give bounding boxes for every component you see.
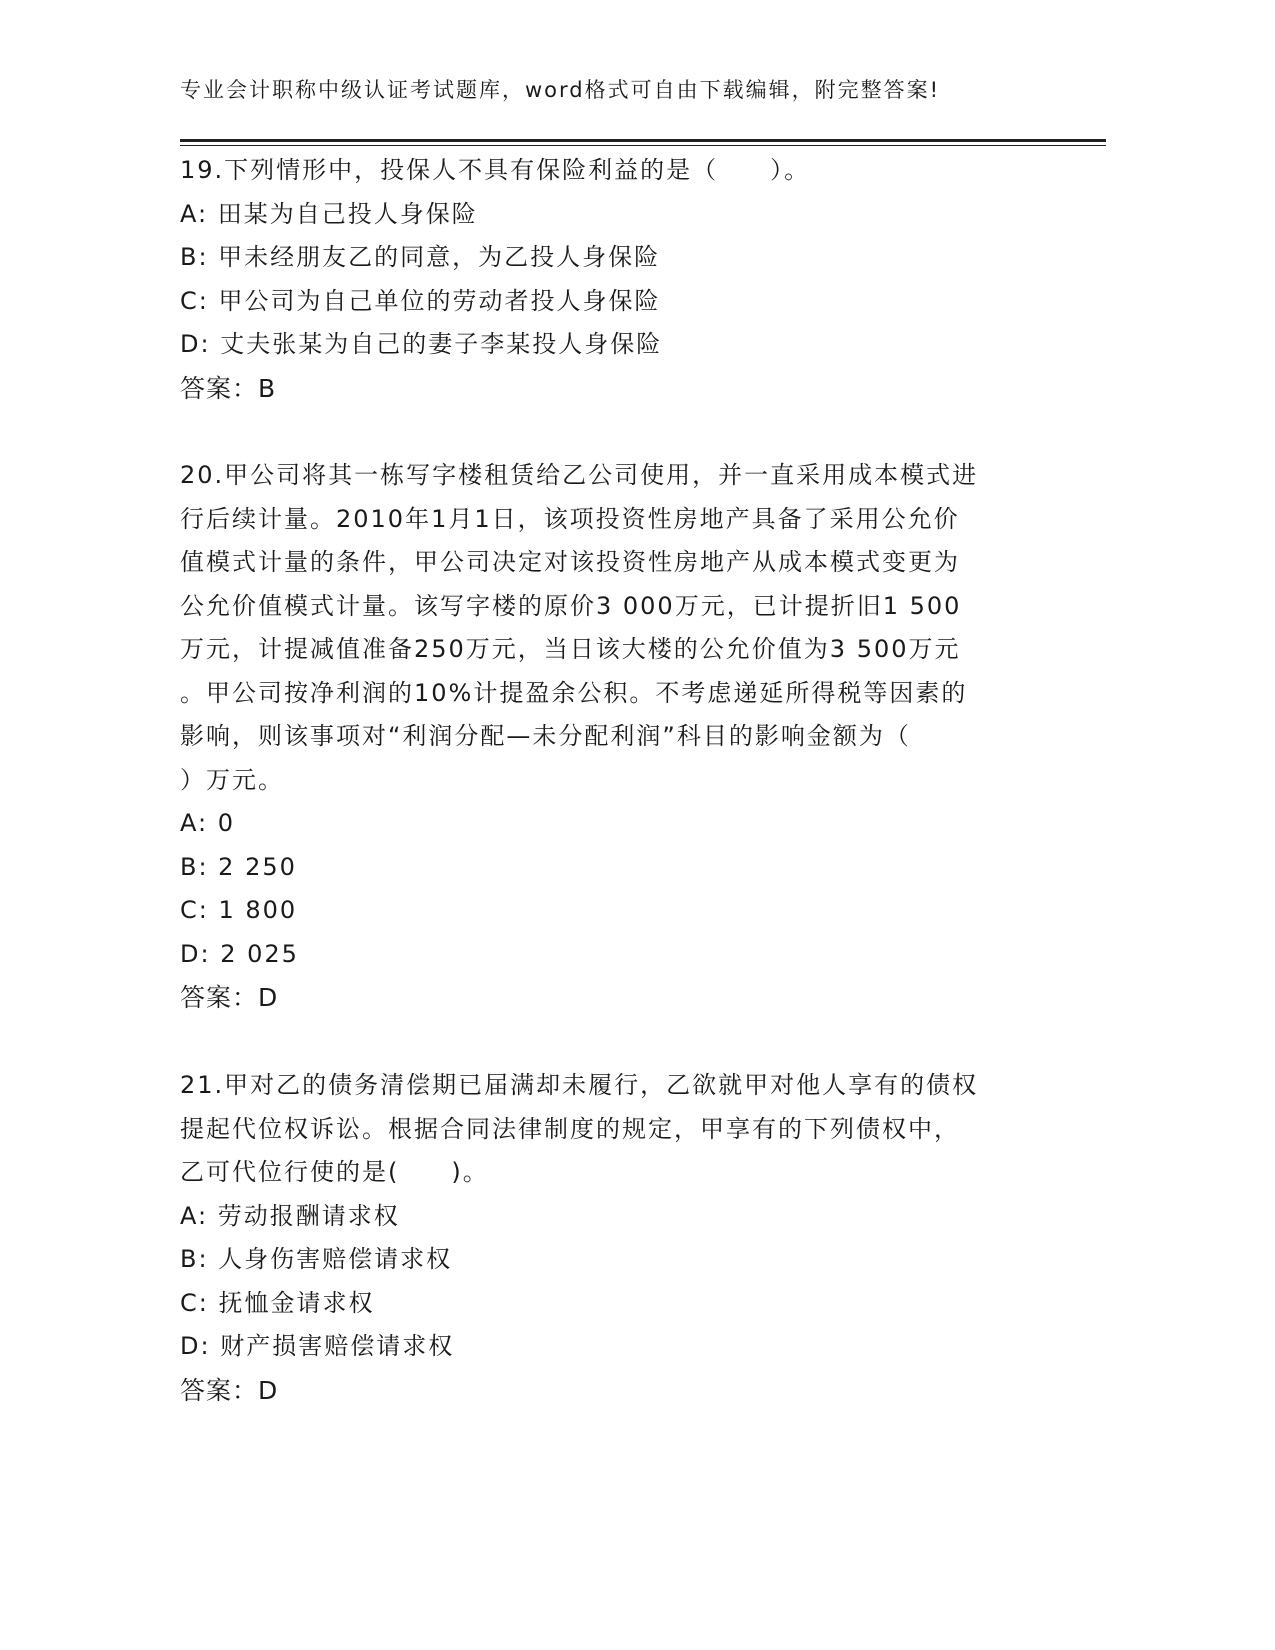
stem-line: 行后续计量。2010年1月1日，该项投资性房地产具备了采用公允价 [180,504,960,533]
stem-line: 值模式计量的条件，甲公司决定对该投资性房地产从成本模式变更为 [180,548,960,576]
option-a: A: 田某为自己投人身保险 [180,199,478,228]
stem-line: 乙可代位行使的是( )。 [180,1158,489,1186]
question-stem [180,454,1040,802]
stem-line: 20.甲公司将其一栋写字楼租赁给乙公司使用，并一直采用成本模式进 [180,461,979,489]
header-rule-thick [180,139,1106,142]
stem-line: 。甲公司按净利润的10%计提盈余公积。不考虑递延所得税等因素的 [180,678,968,707]
option-c: C: 抚恤金请求权 [180,1288,375,1317]
stem-line: 提起代位权诉讼。根据合同法律制度的规定，甲享有的下列债权中， [180,1114,960,1143]
option-d: D: 2 025 [180,939,299,968]
answer: 答案：B [180,373,277,403]
question-20 [180,454,1040,1020]
option-a: A: 劳动报酬请求权 [180,1201,400,1230]
option-c: C: 1 800 [180,896,298,924]
question-19 [180,149,1040,410]
stem-line: 19.下列情形中，投保人不具有保险利益的是（ ）。 [180,156,811,184]
option-b: B: 甲未经朋友乙的同意，为乙投人身保险 [180,243,661,271]
option-b: B: 2 250 [180,852,297,881]
option-d: D: 丈夫张某为自己的妻子李某投人身保险 [180,330,663,358]
stem-line: 21.甲对乙的债务清偿期已届满却未履行，乙欲就甲对他人享有的债权 [180,1071,979,1099]
stem-line: 万元，计提减值准备250万元，当日该大楼的公允价值为3 500万元 [180,635,961,663]
option-d: D: 财产损害赔偿请求权 [180,1332,455,1360]
answer: 答案：D [180,983,279,1012]
option-c: C: 甲公司为自己单位的劳动者投人身保险 [180,286,661,315]
question-21 [180,1064,1040,1412]
page-header: 专业会计职称中级认证考试题库，word格式可自由下载编辑，附完整答案! [180,78,941,102]
question-stem [180,1064,1040,1195]
stem-line: 公允价值模式计量。该写字楼的原价3 000万元，已计提折旧1 500 [180,591,962,620]
stem-line: 影响，则该事项对“利润分配—未分配利润”科目的影响金额为（ [180,722,911,750]
stem-line: ）万元。 [180,765,284,794]
option-a: A: 0 [180,809,235,837]
answer: 答案：D [180,1375,279,1405]
option-b: B: 人身伤害赔偿请求权 [180,1245,453,1273]
question-stem [180,149,1040,193]
header-rule-thin [180,145,1106,146]
